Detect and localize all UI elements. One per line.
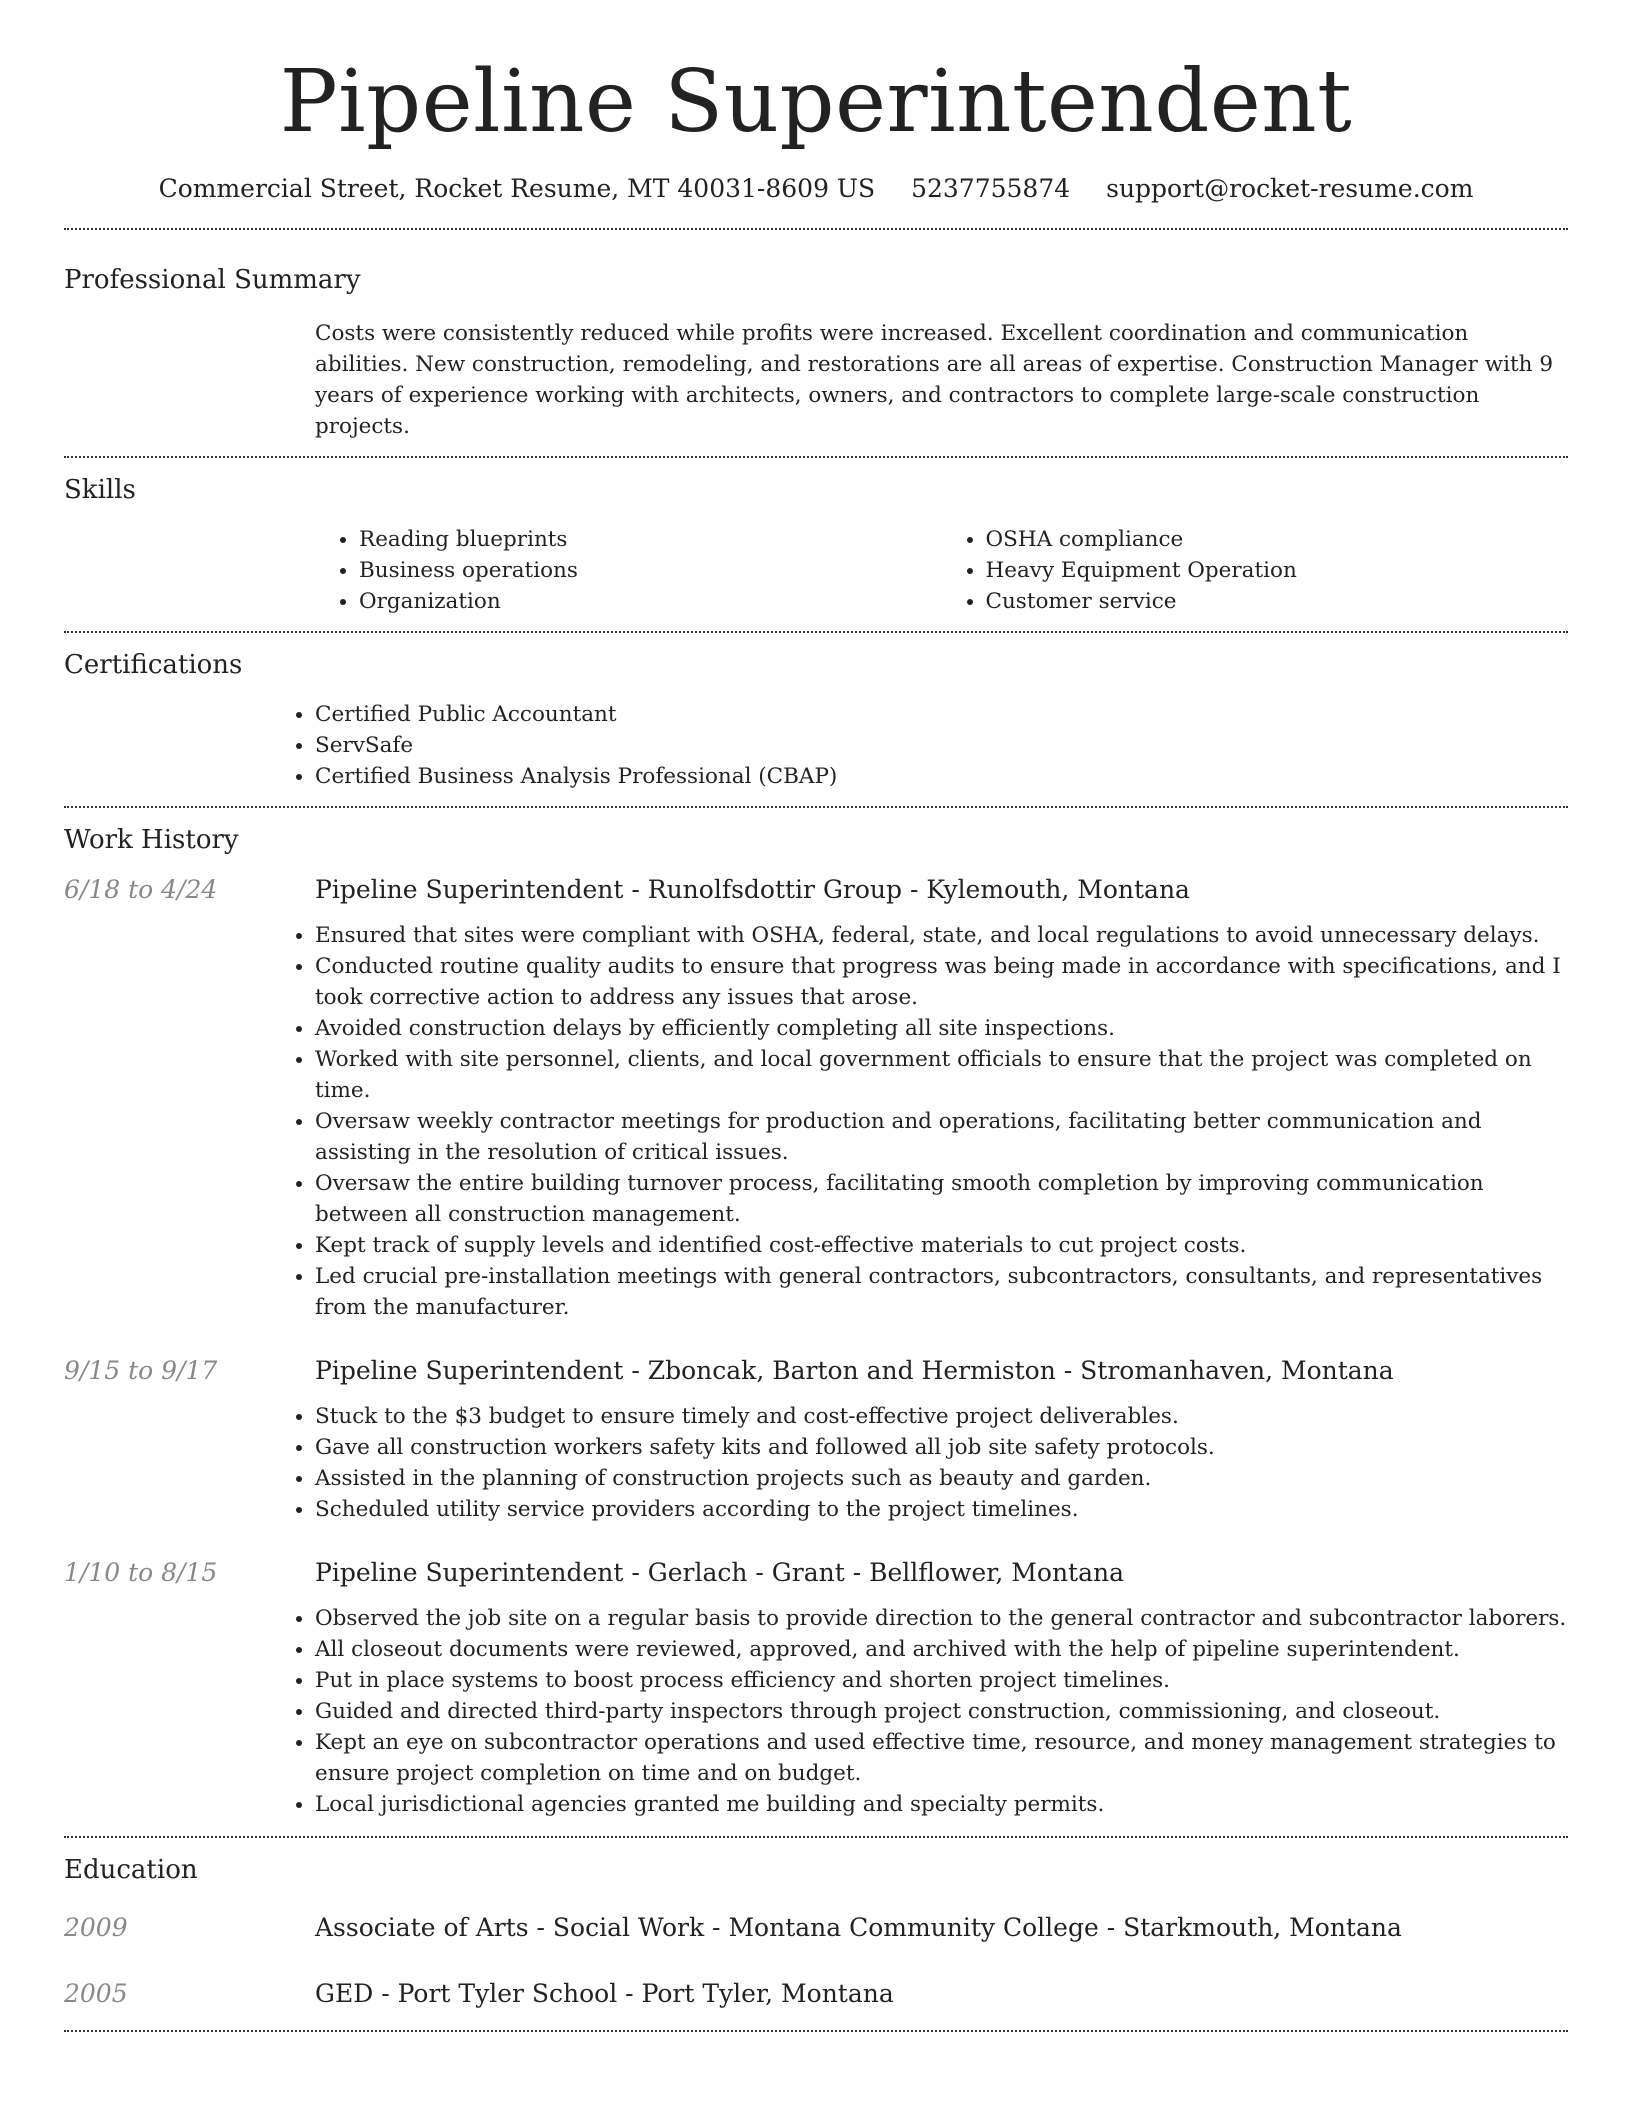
contact-email: support@rocket-resume.com: [1106, 174, 1474, 203]
job-entry: [64, 1525, 1568, 1820]
education-section: [64, 1838, 1568, 2030]
summary-text: Costs were consistently reduced while profits were increased. Excellent coordination and communication abilities. New construction, remodeling, and restorations are all areas of expertise. Construction Manager with 9 years of experience working with architects, owners, and contractors to complete large-scale construction projects.: [315, 321, 1554, 439]
certification-item: • Certified Business Analysis Professional (CBAP): [315, 761, 1568, 792]
certification-item: • ServSafe: [315, 730, 1568, 761]
job-bullet: • Stuck to the $3 budget to ensure timely and cost-effective project deliverables.: [315, 1401, 1568, 1432]
job-bullet: • Conducted routine quality audits to ensure that progress was being made in accordance with specifications, and I took corrective action to address any issues that arose.: [315, 951, 1568, 1013]
education-heading: GED - Port Tyler School - Port Tyler, Montana: [315, 1979, 894, 2008]
skills-list-right: [942, 524, 1569, 617]
job-bullet: • Worked with site personnel, clients, and local government officials to ensure that the project was completed on time.: [315, 1044, 1568, 1106]
section-title-education: Education: [64, 1855, 198, 1885]
job-entry: [64, 1323, 1568, 1525]
skill-item: • Business operations: [359, 555, 942, 586]
skills-section: [64, 458, 1568, 631]
education-entry: [64, 1944, 1568, 2010]
education-year: 2009: [64, 1913, 128, 1942]
job-bullet: • Kept an eye on subcontractor operations and used effective time, resource, and money management strategies to ensure project completion on time and on budget.: [315, 1727, 1568, 1789]
certification-item: • Certified Public Accountant: [315, 699, 1568, 730]
skill-item: • OSHA compliance: [986, 524, 1569, 555]
contact-line: [0, 174, 1632, 204]
job-bullet: • Avoided construction delays by efficiently completing all site inspections.: [315, 1013, 1568, 1044]
job-bullet: • Gave all construction workers safety kits and followed all job site safety protocols.: [315, 1432, 1568, 1463]
job-bullet: • All closeout documents were reviewed, approved, and archived with the help of pipeline superintendent.: [315, 1634, 1568, 1665]
job-bullet: • Observed the job site on a regular basis to provide direction to the general contractor and subcontractor laborers.: [315, 1603, 1568, 1634]
job-heading: Pipeline Superintendent - Runolfsdottir Group - Kylemouth, Montana: [315, 875, 1190, 904]
job-bullet: • Led crucial pre-installation meetings with general contractors, subcontractors, consultants, and representatives from the manufacturer.: [315, 1261, 1568, 1323]
job-bullets: [315, 1589, 1568, 1820]
section-title-certifications: Certifications: [64, 650, 243, 680]
certifications-list: [315, 681, 1568, 806]
contact-address: Commercial Street, Rocket Resume, MT 40031-8609 US: [158, 174, 876, 203]
candidate-name: Pipeline Superintendent: [279, 52, 1353, 152]
education-heading: Associate of Arts - Social Work - Montana Community College - Starkmouth, Montana: [315, 1913, 1402, 1942]
job-heading: Pipeline Superintendent - Zboncak, Barton and Hermiston - Stromanhaven, Montana: [315, 1356, 1394, 1385]
job-heading: Pipeline Superintendent - Gerlach - Grant - Bellflower, Montana: [315, 1558, 1125, 1587]
job-bullet: • Put in place systems to boost process efficiency and shorten project timelines.: [315, 1665, 1568, 1696]
job-dates: 9/15 to 9/17: [64, 1356, 218, 1385]
skills-grid: [315, 506, 1568, 631]
work-history-section: [64, 808, 1568, 1836]
skills-list-left: [315, 524, 942, 617]
job-bullet: • Guided and directed third-party inspectors through project construction, commissioning, and closeout.: [315, 1696, 1568, 1727]
job-bullet: • Scheduled utility service providers according to the project timelines.: [315, 1494, 1568, 1525]
section-title-work: Work History: [64, 825, 239, 855]
job-bullets: [315, 906, 1568, 1323]
divider: [64, 2030, 1568, 2032]
skill-item: • Customer service: [986, 586, 1569, 617]
resume-header: [0, 0, 1632, 204]
job-bullets: [315, 1387, 1568, 1525]
job-bullet: • Oversaw weekly contractor meetings for production and operations, facilitating better communication and assisting in the resolution of critical issues.: [315, 1106, 1568, 1168]
job-bullet: • Local jurisdictional agencies granted me building and specialty permits.: [315, 1789, 1568, 1820]
section-title-summary: Professional Summary: [64, 265, 361, 295]
skill-item: • Reading blueprints: [359, 524, 942, 555]
job-entry: [64, 856, 1568, 1323]
education-entry: [64, 1886, 1568, 1944]
summary-section: [64, 230, 1568, 456]
certifications-section: [64, 633, 1568, 806]
job-bullet: • Assisted in the planning of construction projects such as beauty and garden.: [315, 1463, 1568, 1494]
job-bullet: • Kept track of supply levels and identified cost-effective materials to cut project costs.: [315, 1230, 1568, 1261]
job-bullet: • Ensured that sites were compliant with OSHA, federal, state, and local regulations to avoid unnecessary delays.: [315, 920, 1568, 951]
job-dates: 1/10 to 8/15: [64, 1558, 218, 1587]
education-year: 2005: [64, 1979, 128, 2008]
section-title-skills: Skills: [64, 475, 136, 505]
job-dates: 6/18 to 4/24: [64, 875, 218, 904]
skill-item: • Organization: [359, 586, 942, 617]
contact-phone: 5237755874: [911, 174, 1071, 203]
skill-item: • Heavy Equipment Operation: [986, 555, 1569, 586]
job-bullet: • Oversaw the entire building turnover process, facilitating smooth completion by improving communication between all construction management.: [315, 1168, 1568, 1230]
